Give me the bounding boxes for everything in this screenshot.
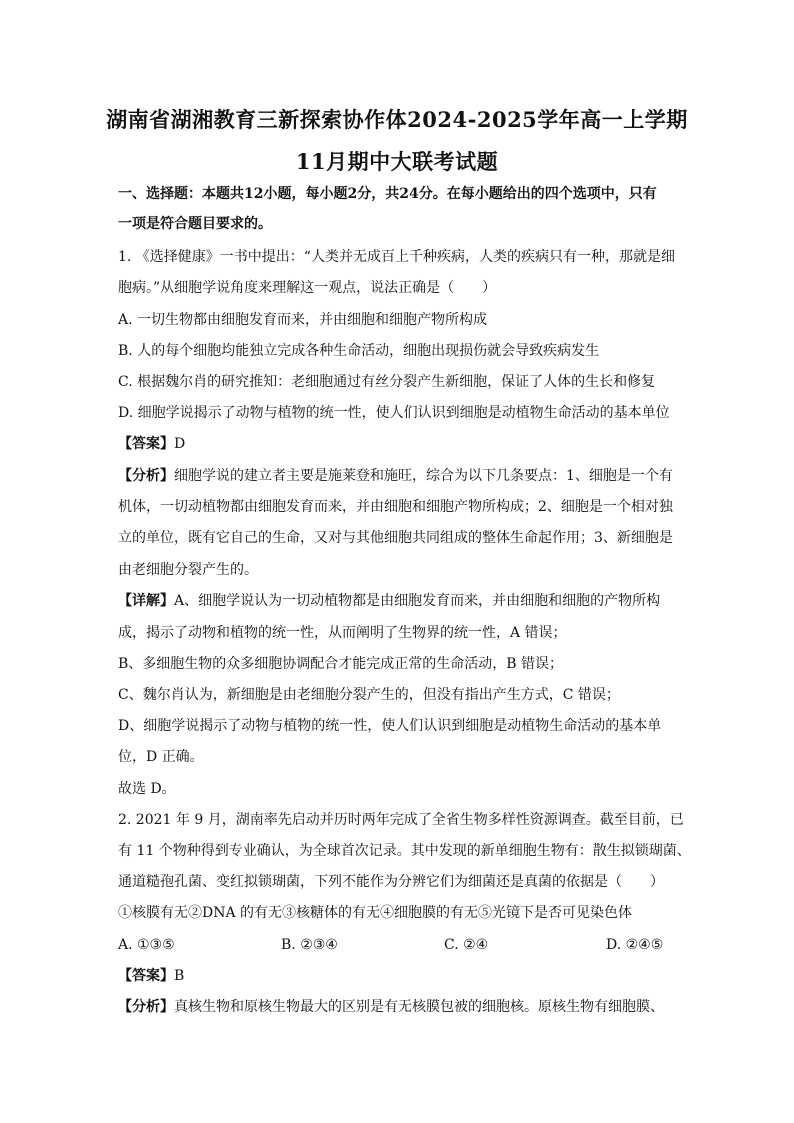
q1-analysis-line3: 立的单位，既有它自己的生命，又对与其他细胞共同组成的整体生命起作用；3、新细胞是 (118, 530, 673, 546)
document-title-line2: 11月期中大联考试题 (295, 149, 499, 174)
detail-label: 【详解】 (118, 593, 174, 609)
q1-analysis-line2: 机体，一切动植物都由细胞发育而来，并由细胞和细胞产物所构成；2、细胞是一个相对独 (118, 499, 673, 515)
q2-stem-line3: 通道糙孢孔菌、变红拟锁瑚菌，下列不能作为分辨它们为细菌还是真菌的依据是（ ） (118, 874, 664, 890)
q1-answer (118, 434, 185, 454)
q2-stem-line2: 有 11 个物种得到专业确认，为全球首次记录。其中发现的新单细胞生物有：散生拟锁瑚菌、 (118, 843, 691, 859)
q1-analysis-line4: 由老细胞分裂产生的。 (118, 562, 258, 578)
answer-value: B (174, 968, 185, 984)
q1-detail-line5: D、细胞学说揭示了动物与植物的统一性，使人们认识到细胞是动植物生命活动的基本单 (118, 718, 662, 734)
q1-detail-line3: B、多细胞生物的众多细胞协调配合才能完成正常的生命活动，B 错误； (118, 656, 564, 672)
q1-option-b: B. 人的每个细胞均能独立完成各种生命活动，细胞出现损伤就会导致疾病发生 (118, 343, 600, 359)
document-title-line1: 湖南省湖湘教育三新探索协作体2024-2025学年高一上学期 (106, 107, 688, 132)
q1-stem-line1: 1. 《选择健康》一书中提出：“人类并无成百上千种疾病，人类的疾病只有一种，那就是细 (118, 249, 675, 265)
q2-stem-line1: 2. 2021 年 9 月，湖南率先启动并历时两年完成了全省生物多样性资源调查。截至目前，已 (118, 812, 684, 828)
q1-detail-line2: 成，揭示了动物和植物的统一性，从而阐明了生物界的统一性，A 错误； (118, 625, 567, 641)
q2-option-b: B. ②③④ (281, 937, 338, 953)
q2-items: ①核膜有无②DNA 的有无③核糖体的有无④细胞膜的有无⑤光镜下是否可见染色体 (118, 905, 633, 921)
detail-text: A、细胞学说认为一切动植物都是由细胞发育而来，并由细胞和细胞的产物所构 (174, 593, 661, 609)
q2-option-a: A. ①③⑤ (118, 937, 175, 953)
q1-detail-line1 (118, 591, 660, 611)
q1-detail-line6: 位，D 正确。 (118, 749, 204, 765)
q1-conclusion: 故选 D。 (118, 781, 176, 797)
analysis-text: 细胞学说的建立者主要是施莱登和施旺，综合为以下几条要点：1、细胞是一个有 (174, 468, 673, 484)
answer-label: 【答案】 (118, 436, 174, 452)
q2-analysis-line1 (118, 997, 664, 1017)
answer-value: D (174, 436, 186, 452)
analysis-label: 【分析】 (118, 468, 174, 484)
q2-option-d: D. ②④⑤ (606, 937, 664, 953)
answer-label: 【答案】 (118, 968, 174, 984)
q1-option-c: C. 根据魏尔肖的研究推知：老细胞通过有丝分裂产生新细胞，保证了人体的生长和修复 (118, 374, 656, 390)
q2-answer (118, 966, 184, 986)
q1-analysis-line1 (118, 466, 673, 486)
section-heading-line1: 一、选择题：本题共12小题，每小题2分，共24分。在每小题给出的四个选项中，只有 (118, 186, 657, 202)
q1-stem-line2: 胞病。”从细胞学说角度来理解这一观点，说法正确是（ ） (118, 280, 497, 296)
q1-option-d: D. 细胞学说揭示了动物与植物的统一性，使人们认识到细胞是动植物生命活动的基本单位 (118, 405, 670, 421)
section-heading-line2: 一项是符合题目要求的。 (118, 216, 272, 232)
analysis-label: 【分析】 (118, 999, 174, 1015)
q2-option-c: C. ②④ (444, 937, 489, 953)
analysis-text: 真核生物和原核生物最大的区别是有无核膜包被的细胞核。原核生物有细胞膜、 (174, 999, 664, 1015)
q1-detail-line4: C、魏尔肖认为，新细胞是由老细胞分裂产生的，但没有指出产生方式，C 错误； (118, 687, 620, 703)
q1-option-a: A. 一切生物都由细胞发育而来，并由细胞和细胞产物所构成 (118, 312, 488, 328)
